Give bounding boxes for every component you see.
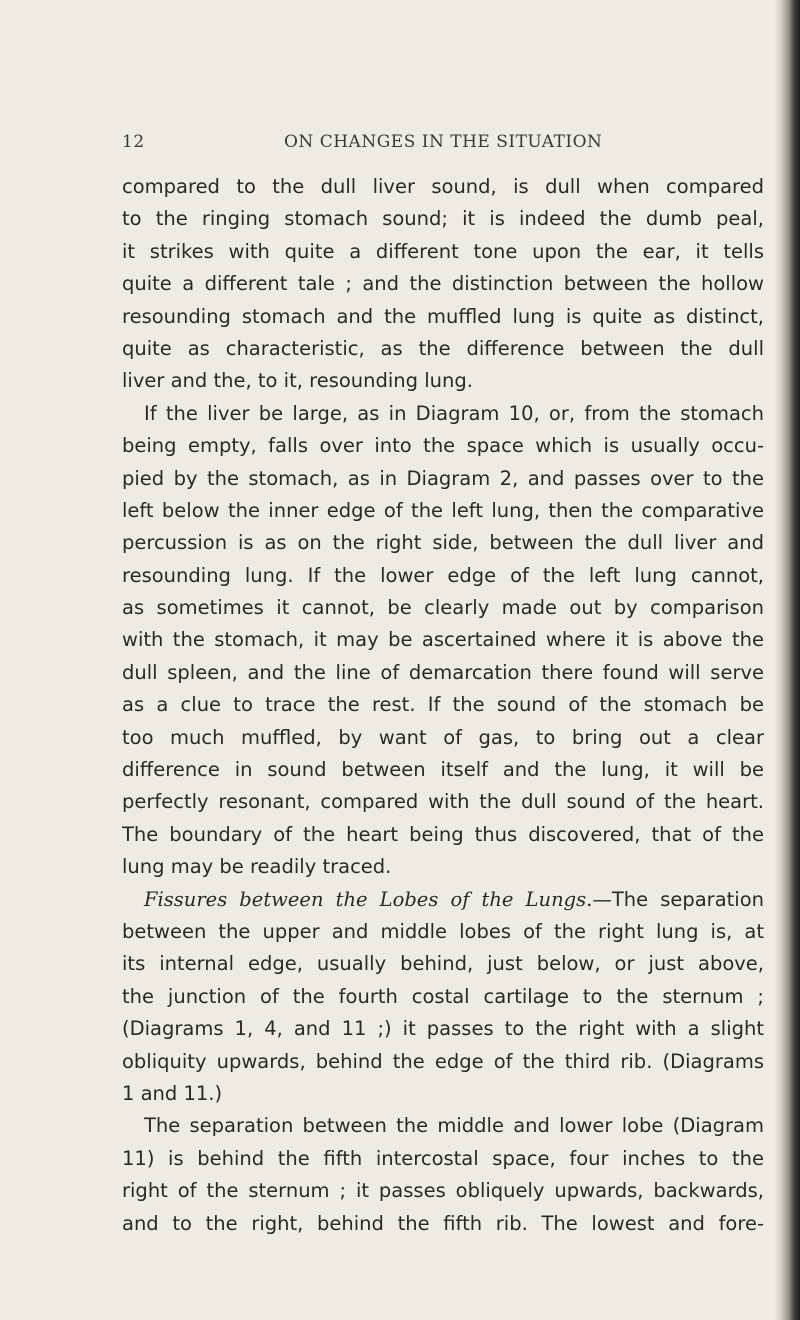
text-line: with the stomach, it may be ascertained where it is above the (122, 628, 764, 652)
text-line: quite as characteristic, as the difference between the dull (122, 336, 764, 360)
text-line: (Diagrams 1, 4, and 11 ;) it passes to the right with a slight (122, 1017, 764, 1041)
text-line: compared to the dull liver sound, is dull when compared (122, 175, 764, 198)
text-line: and to the right, behind the fifth rib. The lowest and fore- (122, 1211, 764, 1235)
text-line: resounding stomach and the muffled lung is quite as distinct, (122, 304, 764, 328)
text-line: The separation between the middle and lower lobe (Diagram (144, 1114, 764, 1138)
text-line: difference in sound between itself and the lung, it will be (122, 758, 764, 782)
text-line: between the upper and middle lobes of the right lung is, at (122, 919, 764, 943)
text-line: dull spleen, and the line of demarcation there found will serve (122, 660, 764, 684)
text-line: the junction of the fourth costal cartilage to the sternum ; (122, 984, 764, 1008)
page-number: 12 (122, 132, 145, 152)
section-heading: Fissures between the Lobes of the Lungs. (144, 887, 593, 911)
text-line: its internal edge, usually behind, just below, or just above, (122, 952, 764, 976)
text-line: liver and the, to it, resounding lung. (122, 369, 473, 393)
text-line: percussion is as on the right side, between the dull liver and (122, 531, 764, 555)
text-line: obliquity upwards, behind the edge of the third rib. (Diagrams (122, 1049, 764, 1073)
text-line: perfectly resonant, compared with the dull sound of the heart. (122, 790, 764, 814)
page-edge-shadow (774, 0, 800, 1320)
text-line: right of the sternum ; it passes obliquely upwards, backwards, (122, 1179, 764, 1203)
text-line: 11) is behind the fifth intercostal space, four inches to the (122, 1146, 764, 1170)
running-title: ON CHANGES IN THE SITUATION (284, 132, 603, 152)
text-line: lung may be readily traced. (122, 855, 392, 879)
text-line: left below the inner edge of the left lung, then the comparative (122, 498, 764, 522)
text-line: to the ringing stomach sound; it is indeed the dumb peal, (122, 207, 764, 231)
text-line: pied by the stomach, as in Diagram 2, and passes over to the (122, 466, 764, 490)
text-line: 1 and 11.) (122, 1081, 223, 1105)
text-line: being empty, falls over into the space which is usually occu- (122, 434, 764, 458)
text-line: as sometimes it cannot, be clearly made out by comparison (122, 596, 764, 620)
text-line: it strikes with quite a different tone upon the ear, it tells (122, 239, 764, 263)
body-text (122, 171, 764, 1240)
section-heading-line (122, 884, 764, 916)
text-line: too much muffled, by want of gas, to bring out a clear (122, 725, 764, 749)
text-line-tail: —The separation (592, 887, 764, 911)
text-line: quite a different tale ; and the distinction between the hollow (122, 272, 764, 296)
text-line: If the liver be large, as in Diagram 10, or, from the stomach (144, 401, 764, 425)
text-line: The boundary of the heart being thus discovered, that of the (122, 822, 764, 846)
text-line: as a clue to trace the rest. If the sound of the stomach be (122, 693, 764, 717)
running-header (122, 132, 762, 156)
text-line: resounding lung. If the lower edge of the left lung cannot, (122, 563, 764, 587)
